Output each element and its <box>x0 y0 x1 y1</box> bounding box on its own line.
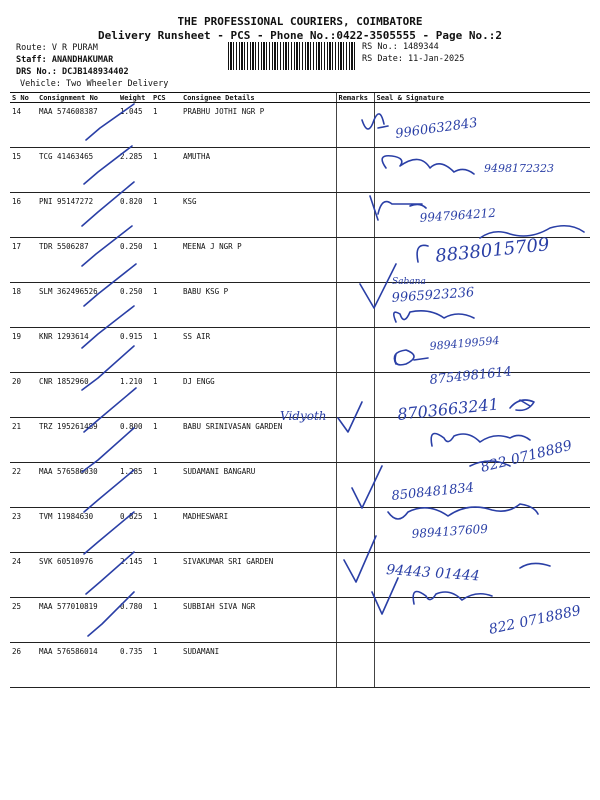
row-pcs: 1 <box>151 328 181 373</box>
drs-number: DRS No.: DCJB148934402 <box>16 67 129 77</box>
row-weight: 0.780 <box>118 598 151 643</box>
col-consignee: Consignee Details <box>181 93 336 103</box>
row-remarks <box>336 418 374 463</box>
handwritten-phone: 8838015709 <box>434 234 551 267</box>
row-sno: 16 <box>10 193 37 238</box>
row-signature-cell <box>374 418 590 463</box>
col-weight: Weight <box>118 93 151 103</box>
table-row <box>10 508 590 553</box>
row-consignee: PRABHU JOTHI NGR P <box>181 103 336 148</box>
row-sno: 19 <box>10 328 37 373</box>
row-consignee: BABU KSG P <box>181 283 336 328</box>
row-consignee: DJ ENGG <box>181 373 336 418</box>
row-consignee: SUDAMANI BANGARU <box>181 463 336 508</box>
row-sno: 21 <box>10 418 37 463</box>
row-signature-cell <box>374 373 590 418</box>
runsheet-subtitle: Delivery Runsheet - PCS - Phone No.:0422-3505555 - Page No.:2 <box>98 29 502 42</box>
runsheet-table <box>10 92 590 688</box>
row-consignment: SVK 60510976 <box>37 553 118 598</box>
row-remarks <box>336 148 374 193</box>
row-sno: 23 <box>10 508 37 553</box>
row-signature-cell <box>374 238 590 283</box>
row-consignee: SUDAMANI <box>181 643 336 688</box>
row-signature-cell <box>374 328 590 373</box>
handwritten-phone: 9960632843 <box>394 115 479 142</box>
handwritten-name: Vidyoth <box>280 409 327 423</box>
handwritten-phone: 8508481834 <box>390 480 475 504</box>
row-pcs: 1 <box>151 418 181 463</box>
row-consignment: MAA 574608387 <box>37 103 118 148</box>
row-consignment: PNI 95147272 <box>37 193 118 238</box>
handwritten-phone: 9894137609 <box>411 521 489 541</box>
row-remarks <box>336 463 374 508</box>
handwritten-phone: 8754981614 <box>428 364 513 388</box>
row-consignee: SUBBIAH SIVA NGR <box>181 598 336 643</box>
handwritten-phone: 8703663241 <box>396 394 500 424</box>
table-row <box>10 463 590 508</box>
row-pcs: 1 <box>151 373 181 418</box>
row-weight: 1.285 <box>118 463 151 508</box>
row-consignee: AMUTHA <box>181 148 336 193</box>
col-remarks: Remarks <box>336 93 374 103</box>
row-pcs: 1 <box>151 193 181 238</box>
route-label: Route: V R PURAM <box>16 43 98 53</box>
table-row <box>10 373 590 418</box>
table-row <box>10 643 590 688</box>
row-sno: 15 <box>10 148 37 193</box>
row-weight: 0.250 <box>118 283 151 328</box>
row-remarks <box>336 373 374 418</box>
row-sno: 18 <box>10 283 37 328</box>
row-pcs: 1 <box>151 283 181 328</box>
row-weight: 0.915 <box>118 328 151 373</box>
row-consignment: TRZ 195261489 <box>37 418 118 463</box>
table-row <box>10 193 590 238</box>
table-row <box>10 328 590 373</box>
row-sno: 22 <box>10 463 37 508</box>
table-row <box>10 238 590 283</box>
row-sno: 17 <box>10 238 37 283</box>
table-row <box>10 418 590 463</box>
row-weight: 1.045 <box>118 103 151 148</box>
row-consignment: MAA 576586014 <box>37 643 118 688</box>
col-pcs: PCS <box>151 93 181 103</box>
vehicle-label: Vehicle: Two Wheeler Delivery <box>20 79 169 89</box>
row-consignee: SIVAKUMAR SRI GARDEN <box>181 553 336 598</box>
company-title: THE PROFESSIONAL COURIERS, COIMBATORE <box>177 15 423 28</box>
row-remarks <box>336 328 374 373</box>
row-consignee: MADHESWARI <box>181 508 336 553</box>
row-weight: 0.820 <box>118 193 151 238</box>
row-remarks <box>336 508 374 553</box>
staff-label: Staff: ANANDHAKUMAR <box>16 55 114 65</box>
row-weight: 2.285 <box>118 148 151 193</box>
row-consignment: MAA 576586030 <box>37 463 118 508</box>
handwritten-phone: 9965923236 <box>391 285 475 306</box>
handwritten-phone: 822 0718889 <box>487 602 583 638</box>
row-consignee: SS AIR <box>181 328 336 373</box>
row-remarks <box>336 598 374 643</box>
row-consignment: TCG 41463465 <box>37 148 118 193</box>
handwritten-phone: 9947964212 <box>419 205 497 225</box>
handwritten-name: Sabana <box>392 277 426 287</box>
row-remarks <box>336 193 374 238</box>
row-consignment: TDR 5506287 <box>37 238 118 283</box>
row-signature-cell <box>374 598 590 643</box>
table-header-row <box>10 93 590 103</box>
row-signature-cell <box>374 463 590 508</box>
row-sno: 24 <box>10 553 37 598</box>
row-remarks <box>336 553 374 598</box>
row-weight: 0.825 <box>118 508 151 553</box>
row-consignment: MAA 577010819 <box>37 598 118 643</box>
row-sno: 26 <box>10 643 37 688</box>
handwritten-phone: 9894199594 <box>429 333 500 353</box>
row-remarks <box>336 283 374 328</box>
col-sno: S No <box>10 93 37 103</box>
row-signature-cell <box>374 283 590 328</box>
table-row <box>10 148 590 193</box>
row-sno: 14 <box>10 103 37 148</box>
row-pcs: 1 <box>151 508 181 553</box>
row-signature-cell <box>374 103 590 148</box>
handwritten-phone: 94443 01444 <box>385 562 481 585</box>
rs-number: RS No.: 1489344 <box>362 42 439 52</box>
row-remarks <box>336 238 374 283</box>
row-consignee: BABU SRINIVASAN GARDEN <box>181 418 336 463</box>
row-sno: 20 <box>10 373 37 418</box>
barcode <box>228 42 356 70</box>
row-weight: 0.250 <box>118 238 151 283</box>
row-weight: 2.145 <box>118 553 151 598</box>
row-signature-cell <box>374 643 590 688</box>
row-consignee: MEENA J NGR P <box>181 238 336 283</box>
row-pcs: 1 <box>151 238 181 283</box>
table-row <box>10 103 590 148</box>
row-pcs: 1 <box>151 103 181 148</box>
row-sno: 25 <box>10 598 37 643</box>
row-pcs: 1 <box>151 463 181 508</box>
row-weight: 0.735 <box>118 643 151 688</box>
row-consignment: SLM 362496526 <box>37 283 118 328</box>
row-remarks <box>336 643 374 688</box>
row-signature-cell <box>374 193 590 238</box>
row-pcs: 1 <box>151 553 181 598</box>
col-consignment: Consignment No <box>37 93 118 103</box>
row-pcs: 1 <box>151 643 181 688</box>
rs-date: RS Date: 11-Jan-2025 <box>362 54 465 64</box>
row-weight: 0.800 <box>118 418 151 463</box>
table-row <box>10 553 590 598</box>
row-consignment: TVM 11984630 <box>37 508 118 553</box>
row-pcs: 1 <box>151 148 181 193</box>
row-consignment: CNR 1852960 <box>37 373 118 418</box>
table-row <box>10 598 590 643</box>
handwritten-phone: 822 0718889 <box>479 437 574 476</box>
col-signature: Seal & Signature <box>374 93 590 103</box>
row-signature-cell <box>374 148 590 193</box>
row-consignee: KSG <box>181 193 336 238</box>
row-weight: 1.210 <box>118 373 151 418</box>
row-signature-cell <box>374 508 590 553</box>
row-remarks <box>336 103 374 148</box>
row-signature-cell <box>374 553 590 598</box>
table-row <box>10 283 590 328</box>
row-pcs: 1 <box>151 598 181 643</box>
handwritten-phone: 9498172323 <box>484 162 554 175</box>
row-consignment: KNR 1293614 <box>37 328 118 373</box>
